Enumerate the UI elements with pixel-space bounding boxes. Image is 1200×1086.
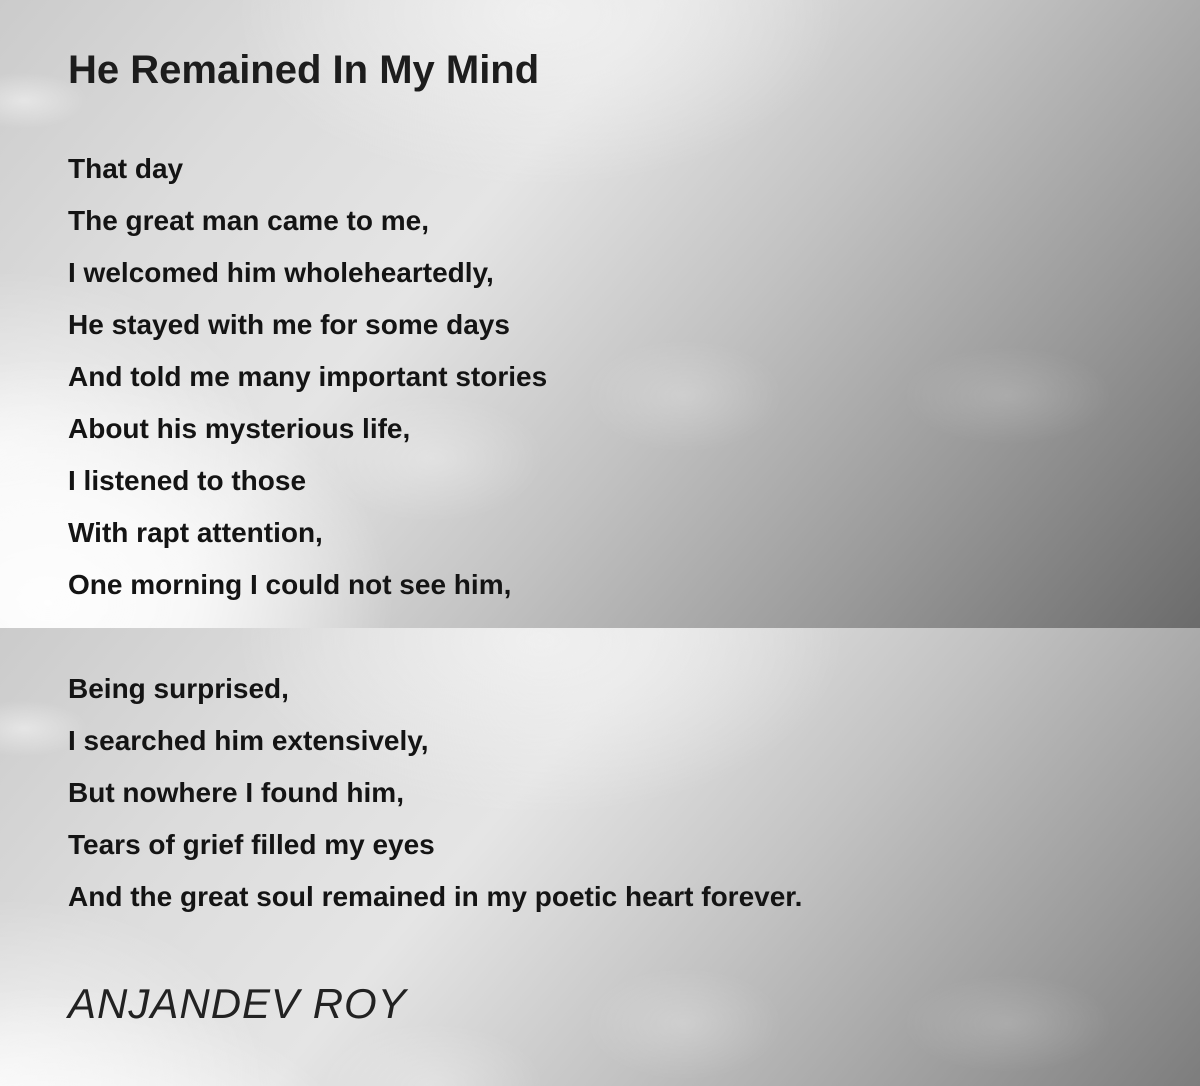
poem-line: With rapt attention,: [68, 517, 323, 548]
poem-line: One morning I could not see him,: [68, 569, 512, 600]
poem-line: Being surprised,: [68, 673, 289, 704]
poem-line: But nowhere I found him,: [68, 777, 404, 808]
poem-line: And the great soul remained in my poetic heart forever.: [68, 881, 803, 912]
stanza-1: [0, 143, 1200, 611]
poem-title: He Remained In My Mind: [68, 48, 540, 92]
poem-line: I listened to those: [68, 465, 307, 496]
stanza-2: [0, 663, 1200, 923]
poem-line: I welcomed him wholeheartedly,: [68, 257, 494, 288]
poem-line: He stayed with me for some days: [68, 309, 510, 340]
poem-line: About his mysterious life,: [68, 413, 411, 444]
poem-line: That day: [68, 153, 184, 184]
poem-line: And told me many important stories: [68, 361, 548, 392]
poem-line: The great man came to me,: [68, 205, 430, 236]
poem-author: ANJANDEV ROY: [68, 980, 407, 1027]
poem-line: Tears of grief filled my eyes: [68, 829, 435, 860]
poem-line: I searched him extensively,: [68, 725, 429, 756]
